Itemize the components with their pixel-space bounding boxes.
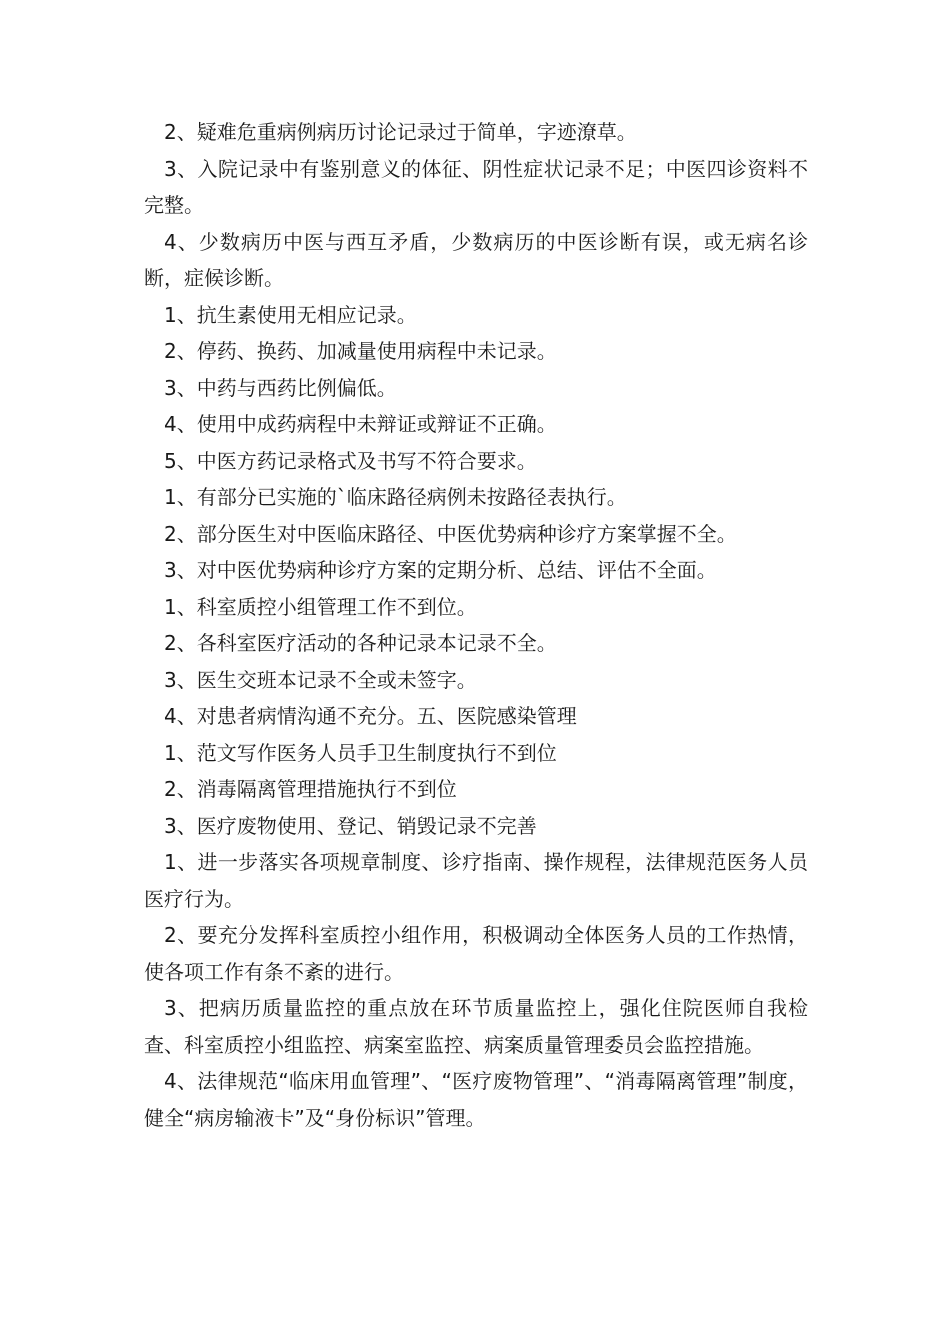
paragraph: 1、范文写作医务人员手卫生制度执行不到位 — [164, 740, 557, 765]
paragraph: 4、法律规范“临床用血管理”、“医疗废物管理”、“消毒隔离管理”制度，健全“病房输液卡”及“身份标识”管理。 — [144, 1069, 808, 1130]
paragraph: 4、少数病历中医与西互矛盾，少数病历的中医诊断有误，或无病名诊断，症候诊断。 — [144, 229, 808, 290]
paragraph: 1、科室质控小组管理工作不到位。 — [164, 594, 477, 619]
paragraph: 3、中药与西药比例偏低。 — [164, 375, 397, 400]
paragraph: 1、进一步落实各项规章制度、诊疗指南、操作规程，法律规范医务人员医疗行为。 — [144, 850, 808, 911]
paragraph: 2、各科室医疗活动的各种记录本记录不全。 — [164, 631, 557, 655]
document-body — [144, 114, 808, 1136]
paragraph: 3、对中医优势病种诊疗方案的定期分析、总结、评估不全面。 — [164, 558, 717, 582]
paragraph: 2、停药、换药、加减量使用病程中未记录。 — [164, 339, 557, 363]
paragraph: 2、疑难危重病例病历讨论记录过于简单，字迹潦草。 — [164, 120, 637, 144]
paragraph: 2、部分医生对中医临床路径、中医优势病种诊疗方案掌握不全。 — [164, 521, 737, 546]
paragraph: 5、中医方药记录格式及书写不符合要求。 — [164, 448, 537, 473]
paragraph: 3、入院记录中有鉴别意义的体征、阴性症状记录不足；中医四诊资料不完整。 — [144, 156, 808, 217]
paragraph: 2、消毒隔离管理措施执行不到位 — [164, 777, 457, 801]
paragraph: 3、把病历质量监控的重点放在环节质量监控上，强化住院医师自我检查、科室质控小组监控、病案室监控、病案质量管理委员会监控措施。 — [144, 996, 808, 1057]
paragraph: 4、使用中成药病程中未辩证或辩证不正确。 — [164, 412, 557, 436]
paragraph: 4、对患者病情沟通不充分。五、医院感染管理 — [164, 704, 577, 728]
paragraph: 3、医疗废物使用、登记、销毁记录不完善 — [164, 813, 537, 838]
paragraph: 2、要充分发挥科室质控小组作用，积极调动全体医务人员的工作热情，使各项工作有条不紊的进行。 — [144, 923, 808, 984]
paragraph: 1、抗生素使用无相应记录。 — [164, 302, 417, 327]
paragraph: 3、医生交班本记录不全或未签字。 — [164, 667, 477, 692]
paragraph: 1、有部分已实施的`临床路径病例未按路径表执行。 — [164, 485, 627, 509]
